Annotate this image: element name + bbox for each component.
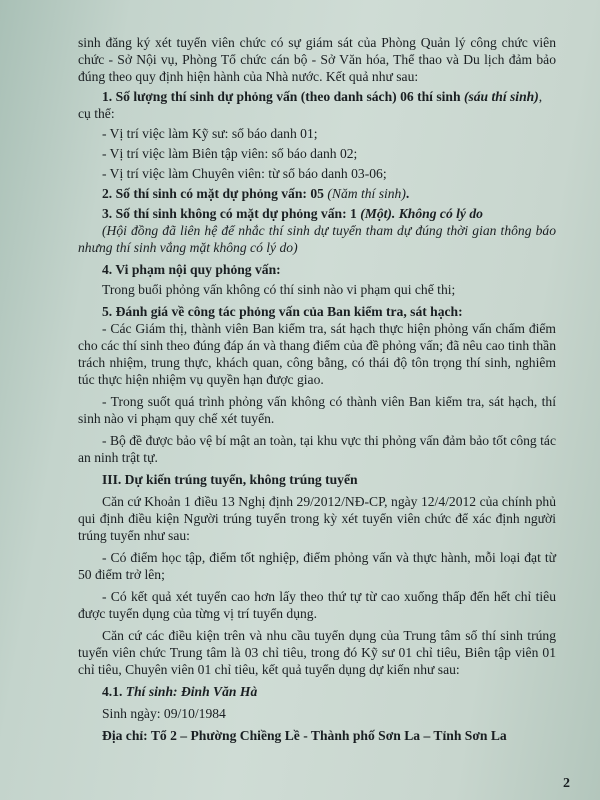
list-item: - Vị trí việc làm Biên tập viên: số báo danh 02; — [102, 146, 358, 161]
section-3-note: (Hội đồng đã liên hệ để nhắc thí sinh dự tuyển tham dự đúng thời gian thông báo nhưng thí sinh vắng mặt không có lý do) — [78, 223, 556, 255]
section-1-heading-tail: , cụ thể: — [78, 89, 543, 121]
list-item: - Vị trí việc làm Chuyên viên: từ số báo danh 03-06; — [102, 166, 387, 181]
list-item: - Có điểm học tập, điểm tốt nghiệp, điểm phỏng vấn và thực hành, mỗi loại đạt từ 50 điểm trở lên; — [78, 550, 556, 582]
section-5-heading: 5. Đánh giá về công tác phỏng vấn của Ban kiểm tra, sát hạch: — [102, 304, 463, 319]
section-iii-heading: III. Dự kiến trúng tuyển, không trúng tuyển — [102, 472, 358, 487]
section-1-heading — [78, 88, 556, 122]
section-iii-paragraph-1: Căn cứ Khoản 1 điều 13 Nghị định 29/2012/NĐ-CP, ngày 12/4/2012 của chính phủ qui định điều kiện Người trúng tuyển trong kỳ xét tuyển viên chức để xác định người trúng tuyển như sau: — [78, 494, 556, 543]
candidate-dob: Sinh ngày: 09/10/1984 — [102, 706, 226, 721]
section-4-text: Trong buổi phỏng vấn không có thí sinh nào vi phạm qui chế thi; — [102, 282, 456, 297]
section-1-heading-text: 1. Số lượng thí sinh dự phỏng vấn (theo danh sách) 06 thí sinh — [102, 89, 461, 104]
section-2-heading-tail: . — [405, 186, 410, 201]
section-4-1-candidate: Thí sinh: Đinh Văn Hà — [125, 684, 258, 699]
section-2-heading — [78, 185, 556, 202]
intro-paragraph: sinh đăng ký xét tuyển viên chức có sự giám sát của Phòng Quản lý công chức viên chức - Sở Nội vụ, Phòng Tổ chức cán bộ - Sở Văn hóa, Thể thao và Du lịch đảm bảo đúng theo quy định hiện hành của Nhà nước. Kết quả như sau: — [78, 35, 556, 84]
section-3-heading — [78, 205, 556, 222]
section-4-1-number: 4.1. — [102, 684, 123, 699]
candidate-address: Địa chỉ: Tổ 2 – Phường Chiềng Lề - Thành phố Sơn La – Tỉnh Sơn La — [102, 728, 507, 743]
section-3-heading-note: (Một). Không có lý do — [360, 206, 483, 221]
list-item: - Bộ đề được bảo vệ bí mật an toàn, tại khu vực thi phỏng vấn đảm bảo tốt công tác an ninh trật tự. — [78, 433, 556, 465]
page-number: 2 — [563, 776, 570, 791]
list-item: - Vị trí việc làm Kỹ sư: số báo danh 01; — [102, 126, 318, 141]
section-2-heading-note: (Năm thí sinh) — [327, 186, 406, 201]
section-4-heading: 4. Vi phạm nội quy phỏng vấn: — [102, 262, 281, 277]
section-1-heading-note: (sáu thí sinh) — [463, 89, 539, 104]
section-3-heading-text: 3. Số thí sinh không có mặt dự phỏng vấn: 1 — [102, 206, 357, 221]
section-iii-paragraph-2: Căn cứ các điều kiện trên và nhu cầu tuyển dụng của Trung tâm số thí sinh trúng tuyển viên chức Trung tâm là 03 chỉ tiêu, trong đó Kỹ sư 01 chỉ tiêu, Biên tập viên 01 chỉ tiêu, Chuyên viên 01 chỉ tiêu, kết quả tuyển dụng dự kiến như sau: — [78, 628, 556, 677]
list-item: - Có kết quả xét tuyển cao hơn lấy theo thứ tự từ cao xuống thấp đến hết chỉ tiêu được tuyển dụng của từng vị trí tuyển dụng. — [78, 589, 556, 621]
list-item: - Các Giám thị, thành viên Ban kiểm tra, sát hạch thực hiện phỏng vấn chấm điểm cho các thí sinh theo đúng đáp án và thang điểm của đề phỏng vấn; đã nêu cao tinh thần trách nhiệm, trung thực, khách quan, công bằng, có thái độ tôn trọng thí sinh, nghiêm túc thực hiện nhiệm vụ quyền hạn được giao. — [78, 321, 556, 387]
section-4-1-heading — [78, 683, 556, 700]
section-2-heading-text: 2. Số thí sinh có mặt dự phỏng vấn: 05 — [102, 186, 324, 201]
list-item: - Trong suốt quá trình phỏng vấn không có thành viên Ban kiểm tra, sát hạch, thí sinh nào vi phạm quy chế xét tuyển. — [78, 394, 556, 426]
